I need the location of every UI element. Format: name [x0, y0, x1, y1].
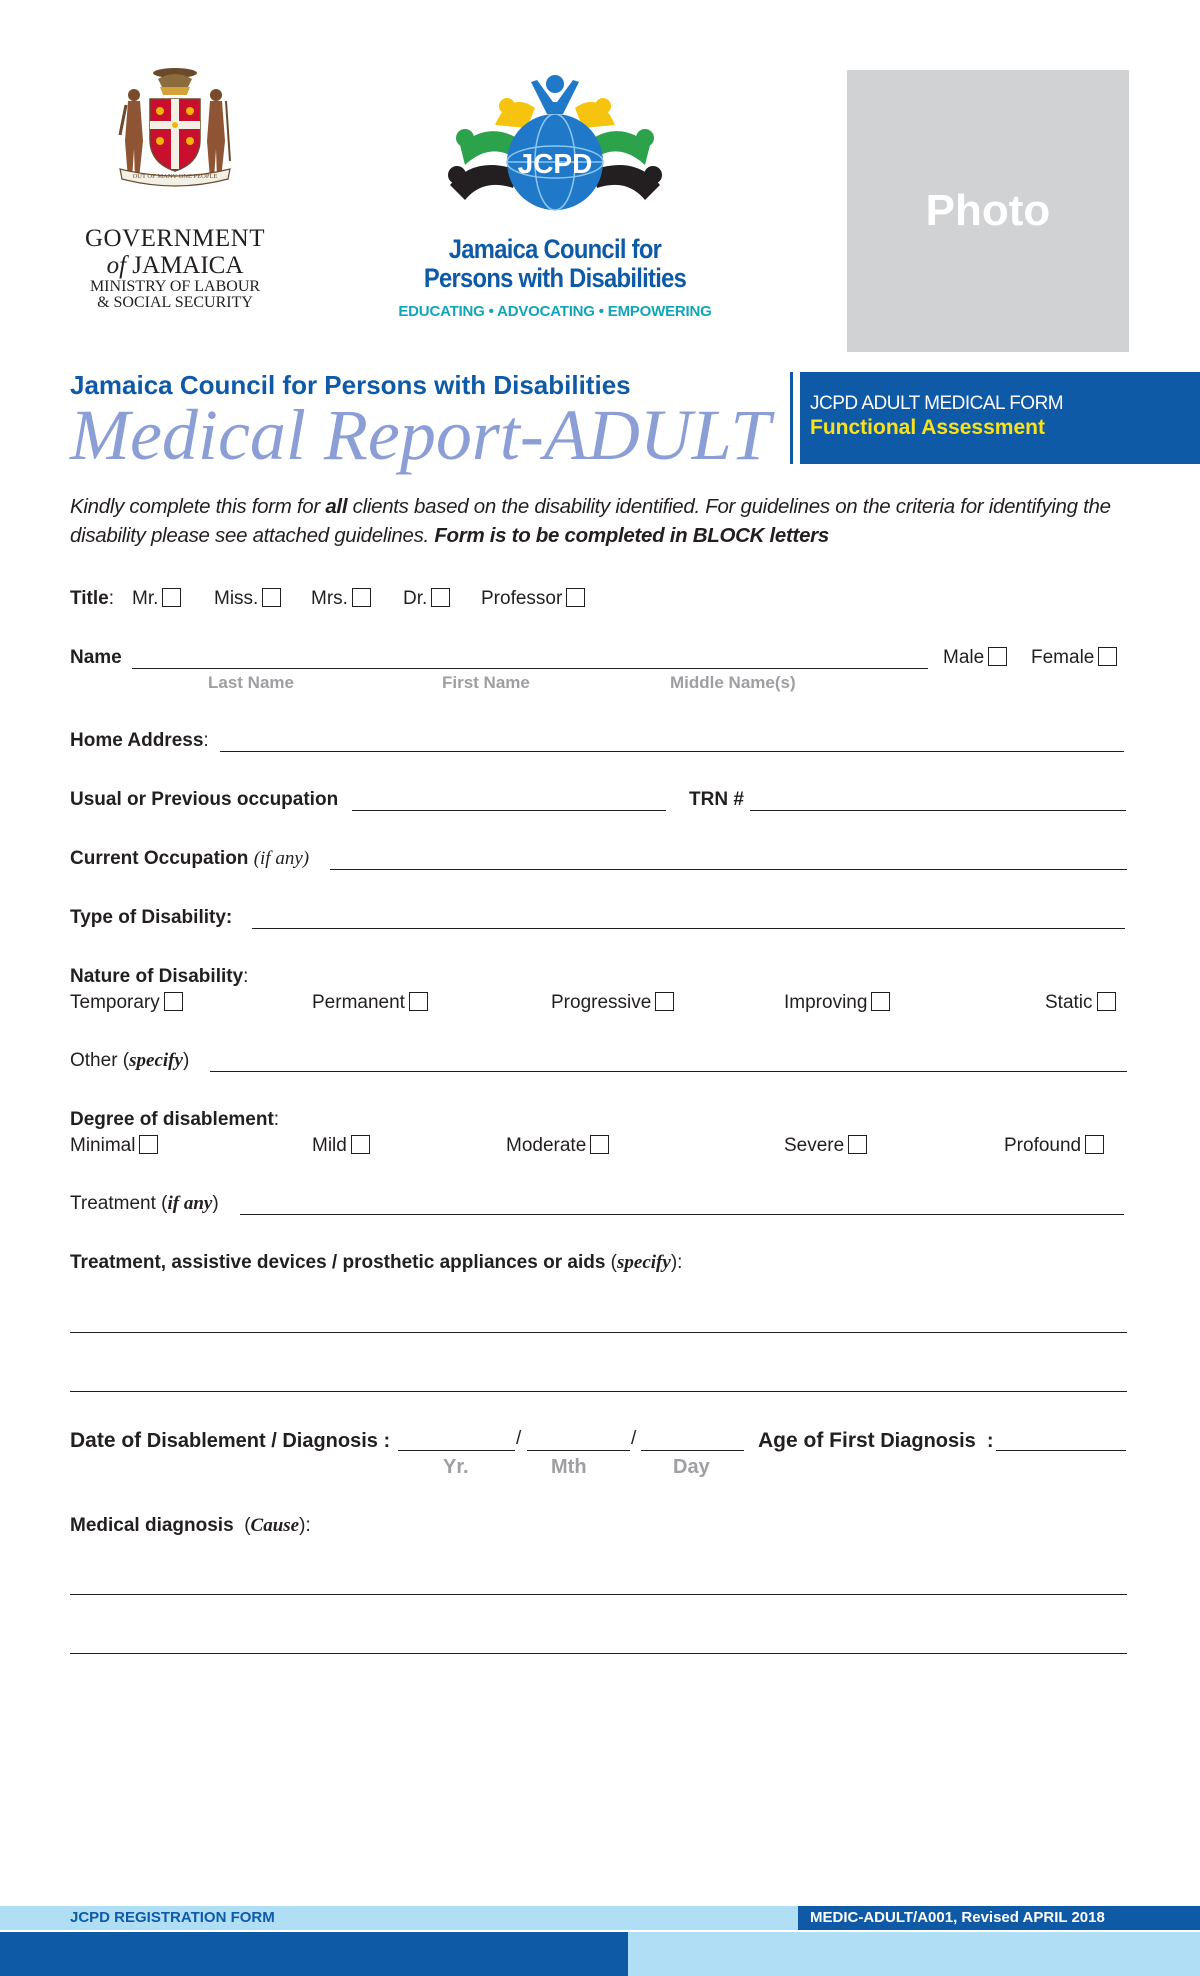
home-address-field-label: Home Address:: [70, 730, 209, 751]
jcpd-logo: [385, 70, 725, 320]
form-type-line2: Functional Assessment: [810, 416, 1045, 439]
last-name-sublabel: Last Name: [208, 673, 294, 692]
static-checkbox[interactable]: [1097, 992, 1116, 1011]
age-first-diagnosis-field-label: Age of First Diagnosis :: [758, 1429, 994, 1452]
jcpd-emblem-icon: [435, 70, 675, 235]
first-name-sublabel: First Name: [442, 673, 530, 692]
month-sublabel: Mth: [551, 1456, 587, 1478]
government-logo: [70, 65, 280, 311]
current-occupation-field-label: Current Occupation (if any): [70, 848, 310, 869]
date-day-field[interactable]: [641, 1450, 744, 1451]
mild-checkbox[interactable]: [351, 1135, 370, 1154]
type-of-disability-label: Type of Disability:: [70, 907, 233, 928]
improving-checkbox[interactable]: [871, 992, 890, 1011]
assistive-devices-line1[interactable]: [70, 1332, 1127, 1333]
home-address-field[interactable]: [220, 751, 1124, 752]
gov-ministry-line1: MINISTRY OF LABOUR: [89, 278, 261, 295]
degree-option-severe[interactable]: Severe: [784, 1135, 867, 1157]
female-checkbox[interactable]: [1098, 647, 1117, 666]
gov-line2-of: of: [106, 252, 127, 279]
nature-option-static[interactable]: Static: [1045, 992, 1116, 1014]
title-label: Title: [70, 588, 109, 609]
medical-diagnosis-line1[interactable]: [70, 1594, 1127, 1595]
title-option-professor[interactable]: Professor: [481, 588, 585, 610]
gov-line2-jamaica: JAMAICA: [126, 252, 244, 279]
medical-diagnosis-line2[interactable]: [70, 1653, 1127, 1654]
usual-occupation-label: Usual or Previous occupation: [70, 789, 339, 810]
nature-option-improving[interactable]: Improving: [784, 992, 890, 1014]
nature-of-disability-field-label: Nature of Disability:: [70, 966, 249, 987]
gov-line1: GOVERNMENT: [85, 225, 265, 252]
nature-option-temporary[interactable]: Temporary: [70, 992, 183, 1014]
title-option-miss[interactable]: Miss.: [214, 588, 281, 610]
form-title: Medical Report-ADULT: [70, 395, 771, 475]
degree-option-mild[interactable]: Mild: [312, 1135, 370, 1157]
photo-label: Photo: [925, 186, 1051, 235]
day-sublabel: Day: [673, 1456, 710, 1478]
instructions: Kindly complete this form for all clients based on the disability identified. For guidelines on the criteria for identifying the disability please see attached guidelines. Form is to be completed in BLOCK letters: [70, 495, 1111, 547]
moderate-checkbox[interactable]: [590, 1135, 609, 1154]
nature-option-progressive[interactable]: Progressive: [551, 992, 674, 1014]
trn-label: TRN #: [689, 789, 744, 810]
degree-option-profound[interactable]: Profound: [1004, 1135, 1104, 1157]
name-label: Name: [70, 647, 122, 668]
mr-checkbox[interactable]: [162, 588, 181, 607]
date-month-field[interactable]: [527, 1450, 630, 1451]
name-field[interactable]: [132, 668, 928, 669]
professor-checkbox[interactable]: [566, 588, 585, 607]
title-option-mrs[interactable]: Mrs.: [311, 588, 371, 610]
assistive-devices-field-label: Treatment, assistive devices / prosthetic appliances or aids (specify):: [70, 1252, 683, 1273]
trn-field[interactable]: [750, 810, 1126, 811]
treatment-field-label: Treatment (if any): [70, 1193, 219, 1214]
date-of-disablement-field-label: Date of Disablement / Diagnosis :: [70, 1429, 391, 1452]
gender-option-male[interactable]: Male: [943, 647, 1007, 669]
profound-checkbox[interactable]: [1085, 1135, 1104, 1154]
other-field[interactable]: [210, 1071, 1127, 1072]
coat-of-arms-icon: [110, 65, 240, 190]
miss-checkbox[interactable]: [262, 588, 281, 607]
title-option-dr[interactable]: Dr.: [403, 588, 450, 610]
jcpd-abbr: JCPD: [517, 148, 593, 179]
middle-name-sublabel: Middle Name(s): [670, 673, 796, 692]
usual-occupation-field[interactable]: [352, 810, 666, 811]
medical-diagnosis-field-label: Medical diagnosis (Cause):: [70, 1515, 311, 1536]
male-checkbox[interactable]: [988, 647, 1007, 666]
footer-band-light: [628, 1932, 1200, 1976]
current-occupation-field[interactable]: [330, 869, 1127, 870]
degree-option-minimal[interactable]: Minimal: [70, 1135, 158, 1157]
photo-placeholder[interactable]: [847, 70, 1129, 352]
permanent-checkbox[interactable]: [409, 992, 428, 1011]
assistive-devices-line2[interactable]: [70, 1391, 1127, 1392]
footer-band-dark: [0, 1932, 628, 1976]
gender-option-female[interactable]: Female: [1031, 647, 1117, 669]
date-year-field[interactable]: [398, 1450, 515, 1451]
minimal-checkbox[interactable]: [139, 1135, 158, 1154]
type-of-disability-field[interactable]: [252, 928, 1125, 929]
title-field: Title:: [70, 588, 114, 609]
severe-checkbox[interactable]: [848, 1135, 867, 1154]
jcpd-name-line1: Jamaica Council for: [448, 234, 662, 264]
other-field-label: Other (specify): [70, 1050, 190, 1071]
org-title: Jamaica Council for Persons with Disabilities: [70, 370, 631, 400]
form-type-line1: JCPD ADULT MEDICAL FORM: [810, 393, 1064, 414]
nature-option-permanent[interactable]: Permanent: [312, 992, 428, 1014]
gov-ministry-line2: & SOCIAL SECURITY: [97, 294, 253, 311]
footer-form-code: MEDIC-ADULT/A001, Revised APRIL 2018: [810, 1909, 1105, 1926]
temporary-checkbox[interactable]: [164, 992, 183, 1011]
jcpd-tagline: EDUCATING • ADVOCATING • EMPOWERING: [398, 303, 712, 320]
title-option-mr[interactable]: Mr.: [132, 588, 181, 610]
dr-checkbox[interactable]: [431, 588, 450, 607]
year-sublabel: Yr.: [443, 1456, 469, 1478]
coat-motto: OUT OF MANY ONE PEOPLE: [132, 173, 218, 180]
progressive-checkbox[interactable]: [655, 992, 674, 1011]
footer-form-name: JCPD REGISTRATION FORM: [70, 1909, 275, 1926]
mrs-checkbox[interactable]: [352, 588, 371, 607]
degree-option-moderate[interactable]: Moderate: [506, 1135, 609, 1157]
title-divider: [790, 372, 793, 464]
jcpd-name-line2: Persons with Disabilities: [423, 263, 687, 293]
degree-field-label: Degree of disablement:: [70, 1109, 280, 1130]
treatment-field[interactable]: [240, 1214, 1124, 1215]
age-first-diagnosis-field[interactable]: [996, 1450, 1126, 1451]
